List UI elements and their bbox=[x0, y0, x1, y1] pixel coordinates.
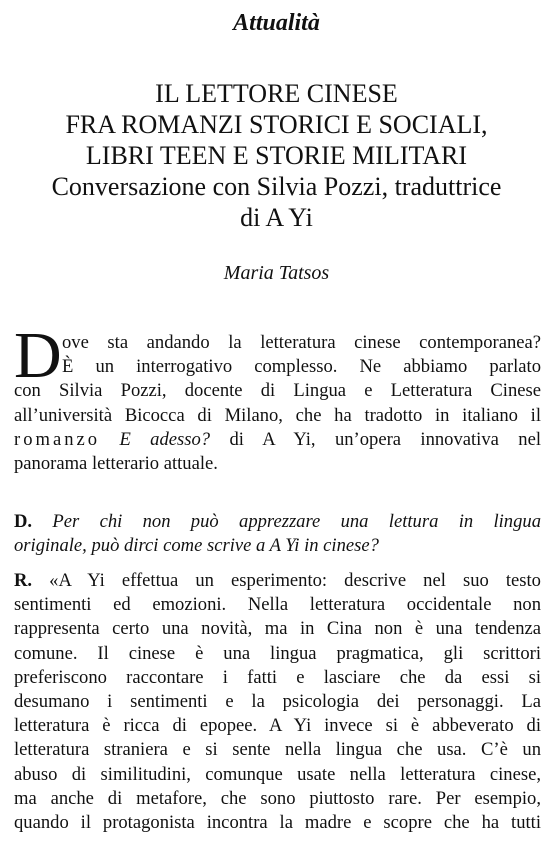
subtitle-line: di A Yi bbox=[240, 203, 313, 232]
title-line: FRA ROMANZI STORICI E SOCIALI, bbox=[65, 110, 488, 139]
subtitle-line: Conversazione con Silvia Pozzi, traduttrice bbox=[51, 172, 502, 201]
text-line: all’università Bicocca di Milano, che ha tradotto in italiano il bbox=[14, 404, 541, 426]
text-line bbox=[14, 569, 541, 593]
text-line: preferiscono raccontare i fatti e lasciare che da essi si bbox=[14, 666, 541, 688]
text-line: rappresenta certo una novità, ma in Cina non è una tendenza bbox=[14, 618, 541, 640]
section-heading: Attualità bbox=[233, 10, 320, 36]
text-line: desumano i sentimenti e la psicologia dei personaggi. La bbox=[14, 691, 541, 713]
text-line: comune. Il cinese è una lingua pragmatica, gli scrittori bbox=[14, 642, 541, 664]
text-line: quando il protagonista incontra la madre e scopre che ha tutti bbox=[14, 812, 541, 834]
question-text: Per chi non può apprezzare una lettura in lingua bbox=[52, 511, 541, 532]
text-line: letteratura è ricca di epopee. A Yi invece si è abbeverato di bbox=[14, 715, 541, 737]
text-line: originale, può dirci come scrive a A Yi in cinese? bbox=[14, 535, 379, 557]
book-word: romanzo bbox=[14, 428, 101, 450]
title-line: LIBRI TEEN E STORIE MILITARI bbox=[85, 141, 468, 170]
text-line bbox=[14, 510, 541, 534]
question-block bbox=[14, 510, 541, 558]
text-line: sentimenti ed emozioni. Nella letteratura occidentale non bbox=[14, 594, 541, 616]
text-line: abuso di similitudini, comunque usate nella letteratura cinese, bbox=[14, 763, 541, 785]
text-line bbox=[14, 428, 541, 452]
text-line: È un interrogativo complesso. Ne abbiamo parlato bbox=[62, 356, 541, 378]
question-label: D. bbox=[14, 511, 33, 532]
text-line: letteratura straniera e si sente nella lingua che usa. C’è un bbox=[14, 739, 541, 761]
book-title: E adesso? bbox=[119, 428, 211, 450]
author-name: Maria Tatsos bbox=[223, 262, 330, 284]
answer-label: R. bbox=[14, 570, 33, 591]
text-line: panorama letterario attuale. bbox=[14, 453, 218, 475]
answer-text: «A Yi effettua un esperimento: descrive nel suo testo bbox=[49, 570, 541, 591]
answer-block bbox=[14, 569, 541, 835]
text-line: con Silvia Pozzi, docente di Lingua e Letteratura Cinese bbox=[14, 380, 541, 402]
article-title bbox=[0, 78, 553, 233]
drop-cap: D bbox=[14, 319, 62, 392]
text-line: ma anche di metafore, che sono piuttosto rare. Per esempio, bbox=[14, 787, 541, 809]
text-line: ove sta andando la letteratura cinese contemporanea? bbox=[62, 332, 541, 353]
intro-paragraph bbox=[14, 319, 541, 476]
text-fragment: di A Yi, un’opera innovativa nel bbox=[229, 428, 541, 450]
title-line: IL LETTORE CINESE bbox=[155, 79, 398, 108]
